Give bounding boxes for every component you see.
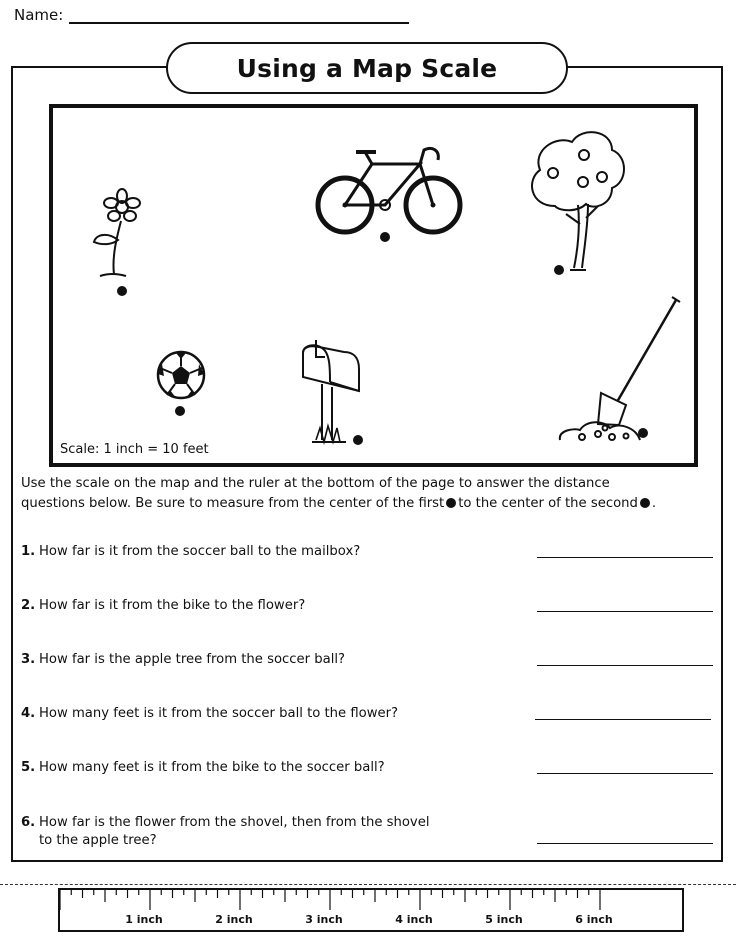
question-text: How many feet is it from the bike to the soccer ball? (39, 760, 385, 775)
map-scale-label: Scale: 1 inch = 10 feet (60, 442, 209, 457)
question-text-line-2: to the apple tree? (39, 833, 157, 848)
question-text-line-1: How far is the flower from the shovel, then from the shovel (39, 815, 430, 830)
question-number: 4. (21, 706, 36, 721)
instructions-line-2: questions below. Be sure to measure from the center of the first to the center of the second . (21, 496, 657, 511)
ruler-label-5: 5 inch (485, 913, 523, 926)
question-number: 3. (21, 652, 36, 667)
ruler-label-1: 1 inch (125, 913, 163, 926)
question-text: How far is the apple tree from the soccer ball? (39, 652, 346, 667)
question-number: 6. (21, 815, 36, 830)
question-number: 5. (21, 760, 36, 775)
ruler-label-6: 6 inch (575, 913, 613, 926)
name-label: Name: (14, 6, 64, 24)
question-text: How many feet is it from the soccer ball to the flower? (39, 706, 399, 721)
question-text: How far is it from the bike to the flower? (39, 598, 306, 613)
ruler-label-3: 3 inch (305, 913, 343, 926)
question-text: How far is it from the soccer ball to the mailbox? (39, 544, 361, 559)
ruler-label-4: 4 inch (395, 913, 433, 926)
question-number: 2. (21, 598, 36, 613)
page-title: Using a Map Scale (166, 42, 568, 94)
ruler-label-2: 2 inch (215, 913, 253, 926)
instructions-line-1: Use the scale on the map and the ruler at the bottom of the page to answer the distance (21, 476, 610, 491)
question-number: 1. (21, 544, 36, 559)
